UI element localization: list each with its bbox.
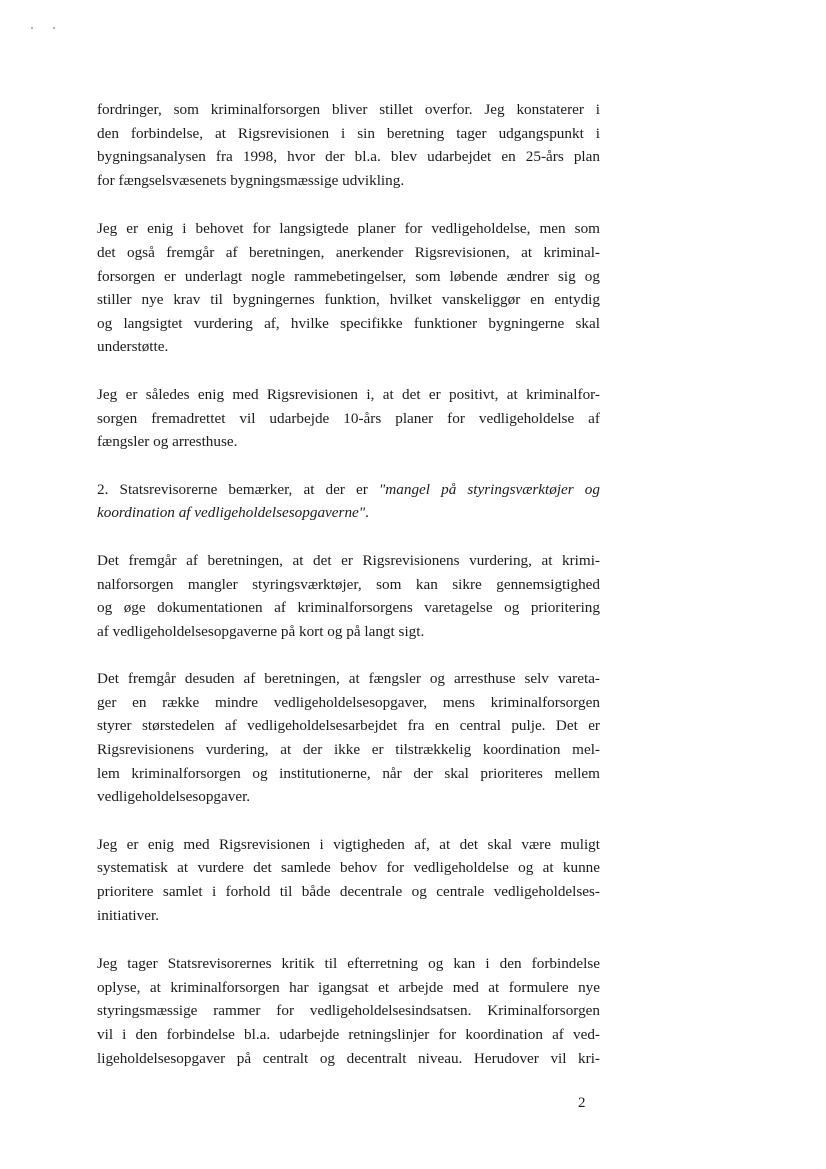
text-line: fordringer, som kriminalforsorgen bliver stillet overfor. Jeg konstaterer i — [97, 101, 600, 118]
quote-end: . — [365, 504, 369, 522]
text-line: styrer størstedelen af vedligeholdelsesarbejdet fra en central pulje. Det er — [97, 717, 600, 735]
text-line: Jeg tager Statsrevisorernes kritik til efterretning og kan i den forbindelse — [97, 955, 600, 973]
text-line: ligeholdelsesopgaver på centralt og decentralt niveau. Herudover vil kri- — [97, 1049, 600, 1067]
text-line: for fængselsvæsenets bygningsmæssige udvikling. — [97, 171, 405, 189]
text-line: styringsmæssige rammer for vedligeholdelsesindsatsen. Kriminalforsorgen — [97, 1002, 600, 1020]
text-line — [97, 501, 600, 525]
paragraph — [97, 667, 600, 809]
text-line: understøtte. — [97, 338, 169, 356]
paragraph — [97, 217, 600, 359]
text-line: Det fremgår desuden af beretningen, at fængsler og arresthuse selv vareta- — [97, 670, 600, 688]
text-line: initiativer. — [97, 906, 160, 924]
quote-intro: 2. Statsrevisorerne bemærker, at der er — [97, 480, 379, 498]
text-line — [97, 478, 600, 502]
text-line: og øge dokumentationen af kriminalforsorgens varetagelse og prioritering — [97, 599, 600, 617]
paragraph-with-quote — [97, 478, 600, 525]
paragraph — [97, 549, 600, 643]
scan-speck — [31, 27, 33, 29]
text-line: prioritere samlet i forhold til både decentrale og centrale vedligeholdelses- — [97, 883, 600, 901]
text-line: fængsler og arresthuse. — [97, 433, 238, 451]
text-line: forsorgen er underlagt nogle rammebetingelser, som løbende ændrer sig og — [97, 267, 600, 285]
text-line: ger en række mindre vedligeholdelsesopgaver, mens kriminalforsorgen — [97, 693, 600, 711]
paragraph — [97, 98, 600, 192]
text-line: vedligeholdelsesopgaver. — [97, 788, 251, 806]
text-line: Rigsrevisionens vurdering, at der ikke er tilstrækkelig koordination mel- — [97, 741, 600, 759]
quote-text: "mangel på styringsværktøjer og — [378, 480, 600, 498]
text-line: nalforsorgen mangler styringsværktøjer, som kan sikre gennemsigtighed — [97, 575, 600, 593]
text-line: Jeg er enig med Rigsrevisionen i vigtigheden af, at det skal være muligt — [97, 835, 600, 853]
text-line: bygningsanalysen fra 1998, hvor der bl.a. blev udarbejdet en 25-års plan — [97, 148, 600, 166]
paragraph — [97, 833, 600, 927]
text-line: og langsigtet vurdering af, hvilke specifikke funktioner bygningerne skal — [97, 314, 600, 332]
quote-text: koordination af vedligeholdelsesopgaverne" — [97, 504, 366, 522]
text-line: Det fremgår af beretningen, at det er Rigsrevisionens vurdering, at krimi- — [97, 551, 600, 569]
text-line: det også fremgår af beretningen, anerkender Rigsrevisionen, at kriminal- — [97, 243, 600, 261]
text-line: oplyse, at kriminalforsorgen har igangsat et arbejde med at formulere nye — [97, 978, 600, 996]
text-line: stiller nye krav til bygningernes funktion, hvilket vanskeliggør en entydig — [97, 291, 600, 309]
document-body — [97, 98, 600, 1070]
text-line: Jeg er enig i behovet for langsigtede planer for vedligeholdelse, men som — [97, 220, 600, 238]
text-line: systematisk at vurdere det samlede behov for vedligeholdelse og at kunne — [97, 859, 600, 877]
text-line: sorgen fremadrettet vil udarbejde 10-års planer for vedligeholdelse af — [97, 409, 600, 427]
text-line: af vedligeholdelsesopgaverne på kort og på langt sigt. — [97, 622, 425, 640]
paragraph — [97, 952, 600, 1070]
text-line: Jeg er således enig med Rigsrevisionen i, at det er positivt, at kriminalfor- — [97, 385, 600, 403]
paragraph — [97, 383, 600, 454]
text-line: lem kriminalforsorgen og institutionerne, når der skal prioriteres mellem — [97, 764, 600, 782]
scan-speck — [53, 27, 55, 29]
text-line: vil i den forbindelse bl.a. udarbejde retningslinjer for koordination af ved- — [97, 1026, 600, 1043]
text-line: den forbindelse, at Rigsrevisionen i sin beretning tager udgangspunkt i — [97, 124, 600, 142]
page-number: 2 — [578, 1095, 586, 1111]
